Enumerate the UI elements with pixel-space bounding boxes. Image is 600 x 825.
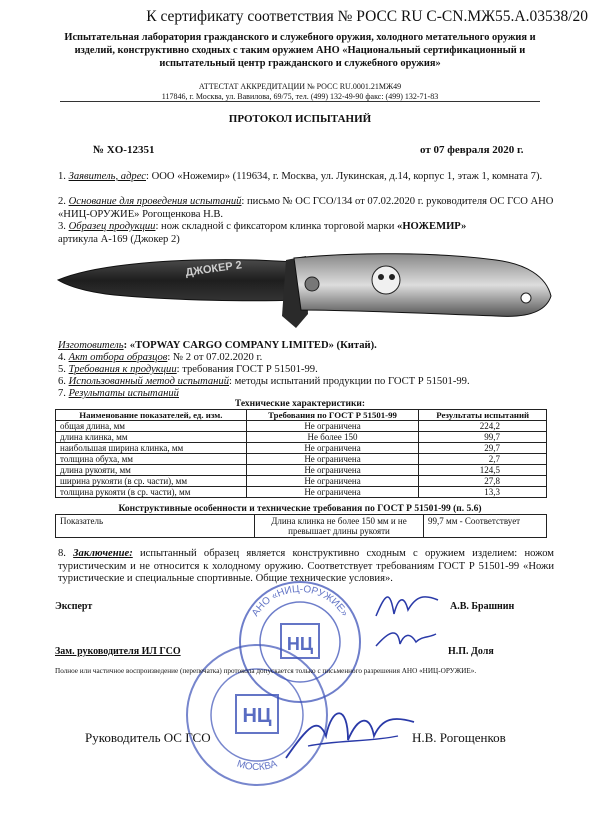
item-results: 7. Результаты испытаний xyxy=(58,388,179,399)
expert-signature xyxy=(372,588,442,622)
table-row xyxy=(56,443,547,454)
conclusion: 8. Заключение: испытанный образец является конструктивно сходным с оружием изделием: ножом туристическим и не относится к холодному оружию. Соответствует требованиям ГОСТ Р 51501-99 «Ножи туристические и специальные спортивные. Общие технические условия». xyxy=(58,548,555,584)
tech-table-caption: Технические характеристики: xyxy=(234,399,366,409)
brand-name: «НОЖЕМИР» xyxy=(397,221,467,232)
cell: Не ограничена xyxy=(246,454,419,465)
cell: 99,7 мм - Соответствует xyxy=(424,515,547,538)
basis-text: : письмо № ОС ГСО/134 от 07.02.2020 г. руководителя ОС ГСО АНО «НИЦ-ОРУЖИЕ» Рогощенкова Н.В. xyxy=(58,196,554,220)
protocol-date: от 07 февраля 2020 г. xyxy=(420,144,524,156)
protocol-title: ПРОТОКОЛ ИСПЫТАНИЙ xyxy=(228,113,372,125)
item-maker xyxy=(58,340,558,353)
applicant-text: : ООО «Ножемир» (119634, г. Москва, ул. Лукинская, д.14, корпус 1, этаж 1, комната 7). xyxy=(146,171,543,182)
cell: 27,8 xyxy=(419,476,547,487)
maker-label: Изготовитель xyxy=(58,340,124,351)
cell: Не ограничена xyxy=(246,443,419,454)
table-header-cell: Требования по ГОСТ Р 51501-99 xyxy=(246,410,419,421)
pivot-screw xyxy=(305,277,319,291)
head-signature xyxy=(278,696,418,768)
basis-label: Основание для проведения испытаний xyxy=(68,196,242,207)
copy-note: Полное или частичное воспроизведение (перепечатка) протокола допускается только с письменного разрешения АНО «НИЦ-ОРУЖИЕ». xyxy=(55,667,477,675)
cell: толщина обуха, мм xyxy=(56,454,247,465)
sample-text: : нож складной с фиксатором клинка торговой марки xyxy=(155,221,398,232)
lab-line: изделий, конструктивно сходных с таким оружием АНО «Национальный сертификационный и xyxy=(74,45,526,56)
handle-shape xyxy=(294,254,551,317)
act-label: Акт отбора образцов xyxy=(68,352,168,363)
table-header-cell: Результаты испытаний xyxy=(419,410,547,421)
lab-line: Испытательная лаборатория гражданского и служебного оружия, холодного метательного оружия и xyxy=(64,32,536,43)
skull-eye xyxy=(389,274,395,280)
table-row xyxy=(56,421,547,432)
cell: наибольшая ширина клинка, мм xyxy=(56,443,247,454)
act-text: : № 2 от 07.02.2020 г. xyxy=(167,352,263,363)
deputy-name: Н.П. Доля xyxy=(448,646,494,657)
expert-name: А.В. Брашнин xyxy=(450,601,515,612)
table-row xyxy=(56,432,547,443)
laboratory-name xyxy=(30,31,570,70)
accreditation-block xyxy=(30,82,570,102)
certificate-reference: К сертификату соответствия № РОСС RU C-CN.МЖ55.А.03538/20 xyxy=(146,8,588,25)
item-basis: 2. Основание для проведения испытаний: письмо № ОС ГСО/134 от 07.02.2020 г. руководителя ОС ГСО АНО «НИЦ-ОРУЖИЕ» Рогощенкова Н.В. xyxy=(58,196,554,220)
cell: Не ограничена xyxy=(246,476,419,487)
cell: общая длина, мм xyxy=(56,421,247,432)
skull-eye xyxy=(378,274,384,280)
stamp-ring-text: АНО «НИЦ-ОРУЖИЕ» xyxy=(249,583,351,619)
applicant-label: Заявитель, адрес xyxy=(68,171,146,182)
blade-shape xyxy=(58,260,296,301)
stamp-ring-text: МОСКВА xyxy=(235,758,279,774)
table-header-row xyxy=(56,410,547,421)
cell: Не ограничена xyxy=(246,421,419,432)
cell: Длина клинка не более 150 мм и не превышает длины рукояти xyxy=(255,515,424,538)
table-row xyxy=(56,454,547,465)
blade-marking: ДЖОКЕР 2 xyxy=(184,259,243,279)
lab-line: испытательный центр гражданского и служебного оружия» xyxy=(159,58,441,69)
knife-image xyxy=(56,250,556,336)
tech-table xyxy=(55,409,547,498)
cell: 29,7 xyxy=(419,443,547,454)
cell: ширина рукояти (в ср. части), мм xyxy=(56,476,247,487)
deputy-label: Зам. руководителя ИЛ ГСО xyxy=(55,646,181,657)
table-row xyxy=(56,465,547,476)
cell: длина рукояти, мм xyxy=(56,465,247,476)
header-divider xyxy=(60,101,540,102)
table-row xyxy=(56,476,547,487)
cell: 224,2 xyxy=(419,421,547,432)
stamp-logo: НЦ xyxy=(242,705,272,727)
sample-label: Образец продукции xyxy=(68,221,156,232)
requirements-label: Требования к продукции xyxy=(68,364,177,375)
article-text: артикула А-169 (Джокер 2) xyxy=(58,233,180,245)
cell: 124,5 xyxy=(419,465,547,476)
protocol-number: № XO-12351 xyxy=(93,144,155,156)
conclusion-text: испытанный образец является конструктивно сходным с оружием изделием: ножом туристическим и не относится к холодному оружию. Соответствует требованиям ГОСТ Р 51501-99 «Ножи туристические и специальные спортивные. Общие технические условия». xyxy=(58,548,555,584)
table-row xyxy=(56,515,547,538)
address-line: 117846, г. Москва, ул. Вавилова, 69/75, тел. (499) 132-49-90 факс: (499) 132-71-83 xyxy=(161,92,439,101)
cell: Не ограничена xyxy=(246,465,419,476)
handle-skull-graphic xyxy=(372,266,400,294)
conclusion-label: Заключение: xyxy=(73,548,133,559)
cell: длина клинка, мм xyxy=(56,432,247,443)
item-requirements: 5. Требования к продукции: требования ГОСТ Р 51501-99. xyxy=(58,364,318,375)
head-label: Руководитель ОС ГСО xyxy=(85,730,211,745)
expert-label: Эксперт xyxy=(55,601,93,612)
lanyard-hole xyxy=(521,293,531,303)
cell: Не ограничена xyxy=(246,487,419,498)
cell: 13,3 xyxy=(419,487,547,498)
table-row xyxy=(56,487,547,498)
cell: 99,7 xyxy=(419,432,547,443)
item-sample: 3. Образец продукции: нож складной с фиксатором клинка торговой марки «НОЖЕМИР» артикула А-169 (Джокер 2) xyxy=(58,221,467,245)
deputy-signature xyxy=(370,620,440,654)
cell: Не более 150 xyxy=(246,432,419,443)
method-text: : методы испытаний продукции по ГОСТ Р 51501-99. xyxy=(229,376,470,387)
cell: 2,7 xyxy=(419,454,547,465)
stamp-logo: НЦ xyxy=(286,634,314,654)
table-header-cell: Наименование показателей, ед. изм. xyxy=(56,410,247,421)
method-label: Использованный метод испытаний xyxy=(68,376,229,387)
cell: Показатель xyxy=(56,515,255,538)
results-label: Результаты испытаний xyxy=(68,388,179,399)
attestat-line: АТТЕСТАТ АККРЕДИТАЦИИ № РОСС RU.0001.21МЖ49 xyxy=(198,82,402,91)
item-applicant: 1. Заявитель, адрес: ООО «Ножемир» (119634, г. Москва, ул. Лукинская, д.14, корпус 1, этаж 1, комната 7). xyxy=(58,171,543,182)
item-method: 6. Использованный метод испытаний: методы испытаний продукции по ГОСТ Р 51501-99. xyxy=(58,376,470,387)
maker-text: : «TOPWAY CARGO COMPANY LIMITED» (Китай). xyxy=(123,340,377,351)
constr-table-caption: Конструктивные особенности и технические требования по ГОСТ Р 51501-99 (п. 5.6) xyxy=(118,504,482,514)
item-act: 4. Акт отбора образцов: № 2 от 07.02.2020 г. xyxy=(58,352,263,363)
constr-table xyxy=(55,514,547,538)
requirements-text: : требования ГОСТ Р 51501-99. xyxy=(176,364,318,375)
head-name: Н.В. Рогощенков xyxy=(412,730,506,745)
cell: толщина рукояти (в ср. части), мм xyxy=(56,487,247,498)
